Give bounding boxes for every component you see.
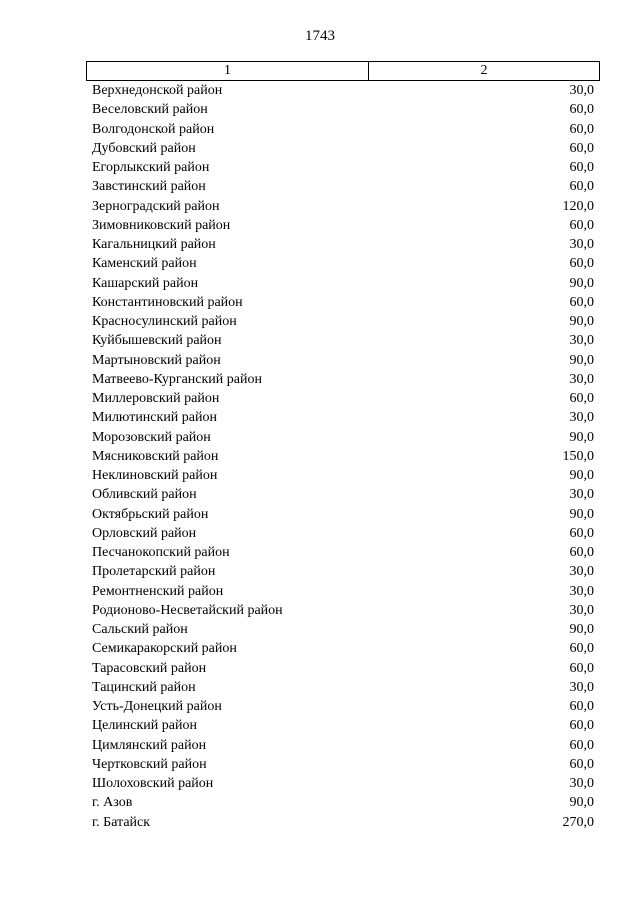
district-value: 90,0: [569, 795, 594, 811]
table-row: [86, 793, 600, 812]
table-row: [86, 177, 600, 196]
district-value: 60,0: [569, 737, 594, 753]
district-name: Усть-Донецкий район: [92, 699, 222, 714]
district-name: Волгодонской район: [92, 121, 215, 137]
district-name: Мясниковский район: [92, 448, 219, 464]
table-row: [86, 601, 600, 620]
table-row: [86, 639, 600, 658]
district-value: 60,0: [569, 294, 594, 310]
district-value: 60,0: [569, 641, 594, 657]
district-value: 90,0: [569, 429, 594, 445]
table-row: [86, 216, 600, 235]
district-name: Дубовский район: [92, 140, 196, 156]
table-row: [86, 697, 600, 716]
district-name: Чертковский район: [92, 756, 207, 772]
district-value: 60,0: [569, 179, 594, 195]
district-name: Целинский район: [92, 718, 197, 734]
table-row: [86, 774, 600, 793]
table-row: [86, 389, 600, 408]
district-value: 30,0: [569, 602, 594, 618]
table-row: [86, 158, 600, 177]
district-value: 60,0: [569, 102, 594, 118]
table-row: [86, 813, 600, 832]
district-name: Орловский район: [92, 525, 197, 541]
table-row: [86, 331, 600, 350]
district-value: 60,0: [569, 699, 594, 714]
district-name: Цимлянский район: [92, 737, 207, 753]
table-row: [86, 120, 600, 139]
district-value: 90,0: [569, 622, 594, 637]
district-value: 270,0: [562, 814, 594, 830]
district-value: 120,0: [562, 198, 594, 214]
district-name: Верхнедонской район: [92, 83, 223, 98]
district-value: 60,0: [569, 660, 594, 676]
district-name: Куйбышевский район: [92, 333, 222, 349]
table-row: [86, 466, 600, 485]
table-row: [86, 312, 600, 331]
table-row: [86, 81, 600, 100]
district-name: Милютинский район: [92, 410, 218, 426]
district-name: Родионово-Несветайский район: [92, 602, 283, 618]
page-number: 1743: [305, 28, 335, 44]
table-row: [86, 197, 600, 216]
district-name: Миллеровский район: [92, 391, 220, 406]
district-value: 60,0: [569, 121, 594, 137]
district-value: 90,0: [569, 506, 594, 522]
table-row: [86, 678, 600, 697]
table-row: [86, 582, 600, 601]
table-row: [86, 370, 600, 389]
table-row: [86, 254, 600, 273]
district-value: 30,0: [569, 333, 594, 349]
table-body: [86, 81, 600, 832]
district-name: Пролетарский район: [92, 564, 216, 580]
district-value: 30,0: [569, 776, 594, 791]
table-row: [86, 543, 600, 562]
district-value: 30,0: [569, 583, 594, 599]
district-value: 60,0: [569, 160, 594, 175]
table-row: [86, 736, 600, 755]
district-value: 60,0: [569, 756, 594, 772]
table-row: [86, 408, 600, 427]
table-row: [86, 100, 600, 119]
district-value: 60,0: [569, 525, 594, 541]
district-value: 30,0: [569, 487, 594, 503]
table-row: [86, 293, 600, 312]
table-row: [86, 755, 600, 774]
district-name: Тацинский район: [92, 679, 196, 695]
table-row: [86, 659, 600, 678]
district-value: 150,0: [562, 448, 594, 464]
district-value: 90,0: [569, 352, 594, 368]
district-value: 30,0: [569, 410, 594, 426]
district-value: 60,0: [569, 217, 594, 233]
district-name: Кагальницкий район: [92, 237, 216, 252]
table-row: [86, 620, 600, 639]
district-name: Красносулинский район: [92, 314, 237, 329]
column-header-2: 2: [480, 63, 488, 78]
district-name: Шолоховский район: [92, 776, 214, 791]
district-name: Кашарский район: [92, 275, 199, 291]
district-name: Каменский район: [92, 256, 197, 272]
table-header: [86, 61, 600, 81]
table-row: [86, 524, 600, 543]
district-name: Зерноградский район: [92, 198, 220, 214]
district-name: Егорлыкский район: [92, 160, 210, 175]
district-value: 30,0: [569, 237, 594, 252]
table-row: [86, 716, 600, 735]
district-name: Сальский район: [92, 622, 188, 637]
district-name: Веселовский район: [92, 102, 208, 118]
district-name: Морозовский район: [92, 429, 211, 445]
district-name: г. Азов: [92, 795, 133, 811]
district-value: 60,0: [569, 256, 594, 272]
district-name: Константиновский район: [92, 294, 243, 310]
table-row: [86, 139, 600, 158]
district-value: 60,0: [569, 718, 594, 734]
district-value: 90,0: [569, 314, 594, 329]
district-name: Тарасовский район: [92, 660, 207, 676]
district-name: г. Батайск: [92, 814, 151, 830]
table-row: [86, 562, 600, 581]
district-name: Семикаракорский район: [92, 641, 237, 657]
district-value: 30,0: [569, 371, 594, 387]
district-value: 90,0: [569, 275, 594, 291]
district-name: Обливский район: [92, 487, 197, 503]
district-name: Неклиновский район: [92, 468, 218, 483]
district-value: 60,0: [569, 140, 594, 156]
table-row: [86, 351, 600, 370]
district-name: Мартыновский район: [92, 352, 221, 368]
district-value: 60,0: [569, 545, 594, 560]
district-name: Матвеево-Курганский район: [92, 371, 262, 387]
district-name: Октябрьский район: [92, 506, 209, 522]
table-row: [86, 485, 600, 504]
district-name: Завстинский район: [92, 179, 206, 195]
district-name: Песчанокопский район: [92, 545, 230, 560]
district-value: 30,0: [569, 83, 594, 98]
district-value: 60,0: [569, 391, 594, 406]
table-row: [86, 235, 600, 254]
table-row: [86, 447, 600, 466]
table-row: [86, 274, 600, 293]
district-name: Ремонтненский район: [92, 583, 224, 599]
district-name: Зимовниковский район: [92, 217, 231, 233]
table-row: [86, 428, 600, 447]
district-value: 90,0: [569, 468, 594, 483]
table-row: [86, 505, 600, 524]
district-value: 30,0: [569, 564, 594, 580]
column-header-1: 1: [87, 62, 369, 80]
district-value: 30,0: [569, 679, 594, 695]
